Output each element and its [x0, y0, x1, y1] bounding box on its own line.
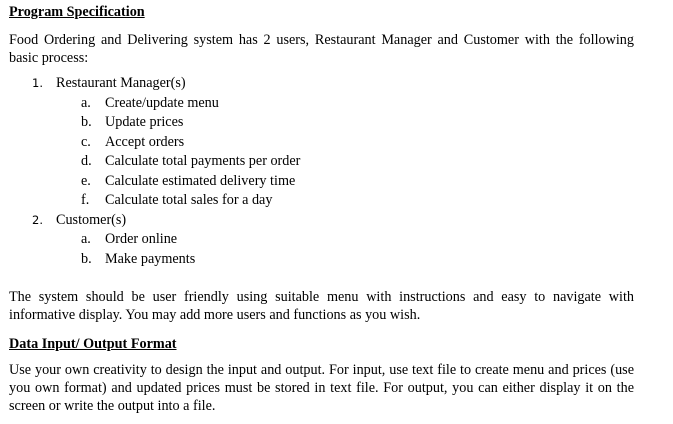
program-specification-heading: Program Specification	[9, 4, 145, 20]
sub-item-letter: f.	[81, 192, 90, 208]
sub-item-letter: e.	[81, 172, 91, 189]
sub-item-text: Calculate estimated delivery time	[105, 172, 296, 189]
sub-item-text: Update prices	[105, 114, 184, 130]
sub-item-text: Order online	[105, 231, 178, 247]
sub-item-text: Make payments	[105, 250, 196, 267]
user-process-list	[9, 74, 634, 269]
document-page	[9, 3, 634, 415]
sub-item-letter: a.	[81, 231, 91, 247]
sub-item	[9, 113, 634, 133]
list-item-customer	[9, 211, 634, 231]
list-item-title: Restaurant Manager(s)	[56, 75, 186, 91]
sub-item-text: Accept orders	[105, 133, 185, 150]
sub-item-letter: d.	[81, 153, 92, 169]
data-format-paragraph: Use your own creativity to design the input and output. For input, use text file to create menu and prices (use you own format) and updated prices must be stored in text file. For output, you can either display it on the screen or write the output into a file.	[9, 362, 634, 414]
sub-item-letter: b.	[81, 250, 92, 267]
sub-item	[9, 172, 634, 192]
sub-item-text: Create/update menu	[105, 94, 219, 111]
intro-paragraph: Food Ordering and Delivering system has 2 users, Restaurant Manager and Customer with the following basic process:	[9, 32, 634, 66]
sub-item	[9, 250, 634, 270]
sub-item-text: Calculate total sales for a day	[105, 192, 273, 208]
list-item-title: Customer(s)	[56, 211, 127, 228]
sub-item	[9, 191, 634, 211]
sub-item-letter: c.	[81, 133, 91, 150]
sub-item	[9, 152, 634, 172]
sub-item	[9, 230, 634, 250]
sub-item	[9, 133, 634, 153]
list-item-restaurant-manager	[9, 74, 634, 94]
sub-item-letter: b.	[81, 114, 92, 130]
list-number: 1.	[32, 76, 43, 90]
data-format-heading: Data Input/ Output Format	[9, 336, 177, 352]
sub-item-letter: a.	[81, 94, 91, 111]
system-note-paragraph: The system should be user friendly using suitable menu with instructions and easy to navigate with informative display. You may add more users and functions as you wish.	[9, 289, 634, 323]
list-number: 2.	[32, 212, 43, 227]
sub-item-text: Calculate total payments per order	[105, 153, 301, 169]
sub-item	[9, 94, 634, 114]
